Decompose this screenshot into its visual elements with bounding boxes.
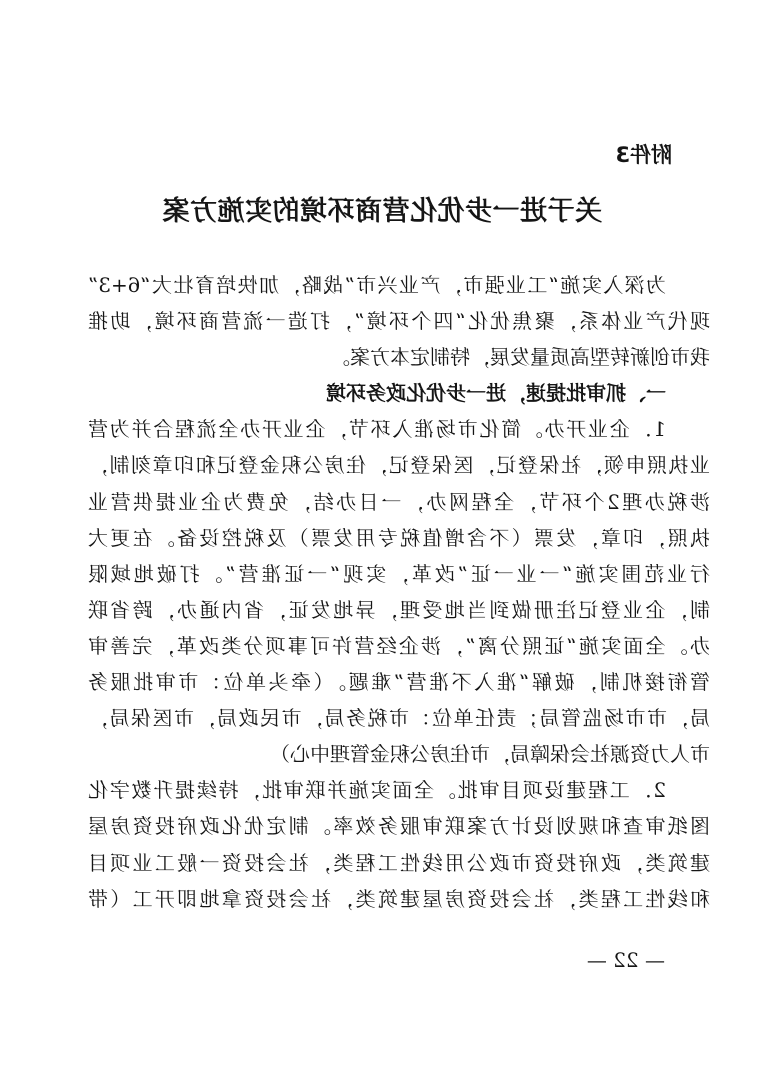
item-1-line: 业执照申领，社保登记，医保登记，住房公积金登记和印章刻制，	[88, 453, 710, 478]
item-1-line: 管衔接机制，破解“准入不准营”难题。（牵头单位：市审批服务	[88, 670, 710, 695]
item-1-line: 执照，印章，发票（不含增值税专用发票）及税控设备。在更大	[88, 525, 710, 550]
page-number: — 22 —	[586, 948, 665, 972]
item-1-line: 制，企业登记注册做到当地受理，异地发证，省内通办，跨省联	[88, 597, 710, 622]
item-2-line: 建筑类，政府投资市政公用线性工程类，社会投资一般工业项目	[88, 850, 710, 875]
attachment-label: 附件3	[615, 143, 672, 167]
item-1-line: 1．企业开办。简化市场准入环节，企业开办全流程合并为营	[88, 417, 666, 442]
item-2-line: 和线性工程类，社会投资房屋建筑类，社会投资拿地即开工（带	[88, 886, 710, 911]
item-1-line: 办。全面实施“证照分离”，涉企经营许可事项分类改革，完善审	[88, 633, 710, 658]
item-1-line: 市人力资源社会保障局，市住房公积金管理中心）	[270, 742, 710, 767]
item-1-line: 局，市市场监管局；责任单位：市税务局，市民政局，市医保局，	[88, 706, 710, 731]
item-2-line: 2．工程建设项目审批。全面实施并联审批，持续提升数字化	[88, 778, 666, 803]
intro-line: 我市创新转型高质量发展，特制定本方案。	[330, 345, 710, 370]
document-body	[88, 267, 710, 917]
intro-line: 现代产业体系，聚焦优化“四个环境”，打造一流营商环境，助推	[88, 309, 710, 334]
item-2-line: 图纸审查和规划设计方案联审服务效率。制定优化政府投资房屋	[88, 814, 710, 839]
section-heading: 一、抓审批提速，进一步优化政务环境	[326, 381, 666, 406]
item-1-line: 行业范围实施“一业一证”改革，实现“一证准营”。打破地域限	[88, 561, 710, 586]
intro-line: 为深入实施“工业强市，产业兴市”战略，加快培育壮大“6+3”	[88, 273, 666, 297]
item-1-line: 涉税办理2个环节，全程网办，一日办结，免费为企业提供营业	[88, 489, 710, 514]
document-title: 关于进一步优化营商环境的实施方案	[162, 196, 602, 227]
